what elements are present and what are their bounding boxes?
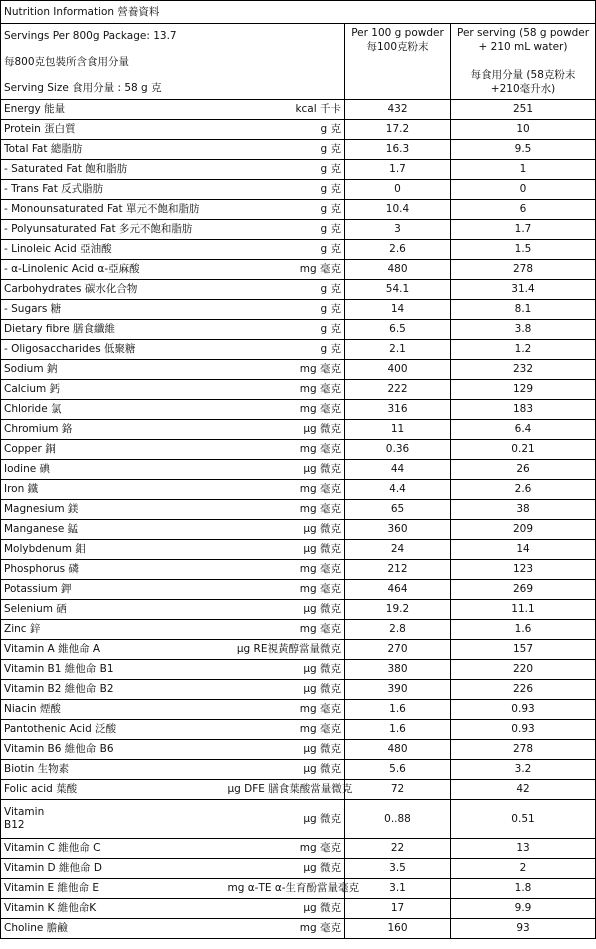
value-per-serving: 0.51 <box>451 800 596 839</box>
table-row <box>1 200 596 220</box>
nutrient-name: Iron 鐵 <box>1 480 225 500</box>
value-per-serving: 42 <box>451 780 596 800</box>
value-per-100g: 400 <box>345 360 451 380</box>
table-row <box>1 680 596 700</box>
servings-per-package-zh: 每800克包裝所含食用分量 <box>4 56 130 68</box>
value-per-100g: 2.8 <box>345 620 451 640</box>
value-per-serving: 14 <box>451 540 596 560</box>
table-row <box>1 360 596 380</box>
table-row <box>1 560 596 580</box>
nutrient-unit: μg 微克 <box>225 540 345 560</box>
nutrient-unit: mg 毫克 <box>225 380 345 400</box>
value-per-100g: 2.1 <box>345 340 451 360</box>
value-per-100g: 432 <box>345 100 451 120</box>
table-row <box>1 300 596 320</box>
nutrient-name: Dietary fibre 膳食纖維 <box>1 320 225 340</box>
nutrient-unit: kcal 千卡 <box>225 100 345 120</box>
value-per-serving: 1.2 <box>451 340 596 360</box>
nutrient-name: Chloride 氯 <box>1 400 225 420</box>
nutrient-unit: mg 毫克 <box>225 620 345 640</box>
nutrient-name: Phosphorus 磷 <box>1 560 225 580</box>
nutrient-unit: mg α-TE α-生育酚當量毫克 <box>225 879 345 899</box>
col-per-100g-label-en: Per 100 g powder <box>351 27 444 39</box>
nutrient-name: Zinc 鋅 <box>1 620 225 640</box>
col-per-serving-label-zh-2: +210毫升水) <box>490 83 556 95</box>
nutrient-unit: μg 微克 <box>225 800 345 839</box>
nutrient-name: Vitamin B1 維他命 B1 <box>1 660 225 680</box>
value-per-100g: 16.3 <box>345 140 451 160</box>
nutrient-unit: μg 微克 <box>225 680 345 700</box>
value-per-100g: 65 <box>345 500 451 520</box>
value-per-serving: 1 <box>451 160 596 180</box>
nutrient-unit: μg 微克 <box>225 600 345 620</box>
table-row <box>1 600 596 620</box>
nutrient-unit: μg 微克 <box>225 660 345 680</box>
table-title: Nutrition Information 營養資料 <box>1 1 596 24</box>
value-per-serving: 9.5 <box>451 140 596 160</box>
nutrient-unit: μg 微克 <box>225 859 345 879</box>
table-row <box>1 400 596 420</box>
table-row <box>1 620 596 640</box>
table-row <box>1 839 596 859</box>
value-per-serving: 2.6 <box>451 480 596 500</box>
value-per-serving: 9.9 <box>451 899 596 919</box>
value-per-serving: 6 <box>451 200 596 220</box>
table-row <box>1 180 596 200</box>
value-per-serving: 1.7 <box>451 220 596 240</box>
value-per-100g: 3.1 <box>345 879 451 899</box>
table-row <box>1 260 596 280</box>
nutrient-unit: mg 毫克 <box>225 720 345 740</box>
value-per-100g: 0 <box>345 180 451 200</box>
nutrient-name: - α-Linolenic Acid α-亞麻酸 <box>1 260 225 280</box>
value-per-100g: 390 <box>345 680 451 700</box>
value-per-serving: 3.2 <box>451 760 596 780</box>
nutrient-name: - Saturated Fat 飽和脂肪 <box>1 160 225 180</box>
nutrient-name: Sodium 鈉 <box>1 360 225 380</box>
nutrient-unit: μg RE視黃醇當量微克 <box>225 640 345 660</box>
nutrient-name: Manganese 錳 <box>1 520 225 540</box>
value-per-100g: 3.5 <box>345 859 451 879</box>
nutrient-unit: g 克 <box>225 220 345 240</box>
serving-info <box>1 24 345 100</box>
value-per-serving: 226 <box>451 680 596 700</box>
nutrient-name: Calcium 鈣 <box>1 380 225 400</box>
nutrient-name: Chromium 鉻 <box>1 420 225 440</box>
table-row <box>1 500 596 520</box>
value-per-100g: 54.1 <box>345 280 451 300</box>
table-row <box>1 160 596 180</box>
nutrient-unit: μg 微克 <box>225 520 345 540</box>
table-row <box>1 480 596 500</box>
value-per-100g: 464 <box>345 580 451 600</box>
table-row <box>1 340 596 360</box>
nutrient-name: - Trans Fat 反式脂肪 <box>1 180 225 200</box>
nutrient-name: Vitamin K 維他命K <box>1 899 225 919</box>
nutrient-unit: mg 毫克 <box>225 440 345 460</box>
table-row <box>1 720 596 740</box>
nutrient-name: Carbohydrates 碳水化合物 <box>1 280 225 300</box>
table-row <box>1 660 596 680</box>
value-per-serving: 0 <box>451 180 596 200</box>
col-per-serving-label-en-1: Per serving (58 g powder <box>456 27 590 39</box>
value-per-100g: 0..88 <box>345 800 451 839</box>
value-per-serving: 129 <box>451 380 596 400</box>
value-per-serving: 1.6 <box>451 620 596 640</box>
col-per-serving-label-en-2: + 210 mL water) <box>478 41 568 53</box>
nutrient-unit: mg 毫克 <box>225 560 345 580</box>
table-row <box>1 640 596 660</box>
value-per-100g: 2.6 <box>345 240 451 260</box>
nutrient-name: - Monounsaturated Fat 單元不飽和脂肪 <box>1 200 225 220</box>
title-row <box>1 1 596 24</box>
nutrient-name: Protein 蛋白質 <box>1 120 225 140</box>
value-per-100g: 44 <box>345 460 451 480</box>
table-row <box>1 700 596 720</box>
nutrient-unit: g 克 <box>225 140 345 160</box>
value-per-100g: 1.6 <box>345 720 451 740</box>
nutrient-unit: g 克 <box>225 320 345 340</box>
nutrient-unit: mg 毫克 <box>225 400 345 420</box>
nutrient-unit: g 克 <box>225 340 345 360</box>
col-per-100g-header <box>345 24 451 100</box>
nutrient-unit: g 克 <box>225 120 345 140</box>
nutrient-unit: μg 微克 <box>225 460 345 480</box>
header-row <box>1 24 596 100</box>
nutrient-name: Molybdenum 鉬 <box>1 540 225 560</box>
nutrient-name: Energy 能量 <box>1 100 225 120</box>
value-per-serving: 183 <box>451 400 596 420</box>
value-per-100g: 72 <box>345 780 451 800</box>
nutrient-unit: μg 微克 <box>225 420 345 440</box>
table-row <box>1 460 596 480</box>
nutrient-unit: μg 微克 <box>225 899 345 919</box>
nutrient-name: - Polyunsaturated Fat 多元不飽和脂肪 <box>1 220 225 240</box>
nutrient-name: Niacin 煙酸 <box>1 700 225 720</box>
value-per-serving: 2 <box>451 859 596 879</box>
value-per-serving: 11.1 <box>451 600 596 620</box>
nutrient-unit: g 克 <box>225 240 345 260</box>
value-per-100g: 1.6 <box>345 700 451 720</box>
value-per-100g: 0.36 <box>345 440 451 460</box>
nutrient-name: Vitamin B2 維他命 B2 <box>1 680 225 700</box>
nutrient-unit: μg 微克 <box>225 740 345 760</box>
value-per-100g: 380 <box>345 660 451 680</box>
servings-per-package: Servings Per 800g Package: 13.7 <box>4 30 177 42</box>
value-per-serving: 220 <box>451 660 596 680</box>
value-per-serving: 1.8 <box>451 879 596 899</box>
value-per-100g: 480 <box>345 260 451 280</box>
nutrient-name: Biotin 生物素 <box>1 760 225 780</box>
value-per-serving: 278 <box>451 260 596 280</box>
value-per-serving: 8.1 <box>451 300 596 320</box>
nutrient-unit: μg 微克 <box>225 760 345 780</box>
table-row <box>1 760 596 780</box>
value-per-serving: 6.4 <box>451 420 596 440</box>
value-per-serving: 123 <box>451 560 596 580</box>
value-per-serving: 0.93 <box>451 700 596 720</box>
nutrient-unit: μg DFE 膳食葉酸當量微克 <box>225 780 345 800</box>
value-per-serving: 38 <box>451 500 596 520</box>
nutrient-name: Vitamin D 維他命 D <box>1 859 225 879</box>
value-per-100g: 5.6 <box>345 760 451 780</box>
table-row <box>1 740 596 760</box>
value-per-100g: 17.2 <box>345 120 451 140</box>
nutrient-name <box>1 800 225 839</box>
nutrient-name: Potassium 鉀 <box>1 580 225 600</box>
value-per-100g: 19.2 <box>345 600 451 620</box>
nutrient-name: Magnesium 鎂 <box>1 500 225 520</box>
nutrient-unit: g 克 <box>225 200 345 220</box>
value-per-serving: 31.4 <box>451 280 596 300</box>
nutrient-name: Vitamin B6 維他命 B6 <box>1 740 225 760</box>
nutrient-name: Vitamin E 維他命 E <box>1 879 225 899</box>
value-per-100g: 360 <box>345 520 451 540</box>
table-row <box>1 899 596 919</box>
value-per-100g: 160 <box>345 919 451 939</box>
value-per-100g: 222 <box>345 380 451 400</box>
value-per-serving: 1.5 <box>451 240 596 260</box>
col-per-serving-label-zh-1: 每食用分量 (58克粉末 <box>470 69 576 81</box>
nutrient-name: Folic acid 葉酸 <box>1 780 225 800</box>
nutrient-name: Copper 銅 <box>1 440 225 460</box>
nutrient-name: - Linoleic Acid 亞油酸 <box>1 240 225 260</box>
value-per-100g: 22 <box>345 839 451 859</box>
table-row <box>1 780 596 800</box>
nutrient-name: Total Fat 總脂肪 <box>1 140 225 160</box>
table-row <box>1 100 596 120</box>
table-row <box>1 540 596 560</box>
nutrient-unit: mg 毫克 <box>225 360 345 380</box>
table-row <box>1 380 596 400</box>
value-per-100g: 14 <box>345 300 451 320</box>
nutrient-name: Pantothenic Acid 泛酸 <box>1 720 225 740</box>
nutrient-unit: mg 毫克 <box>225 480 345 500</box>
nutrient-unit: g 克 <box>225 160 345 180</box>
value-per-serving: 0.21 <box>451 440 596 460</box>
value-per-serving: 232 <box>451 360 596 380</box>
nutrient-unit: mg 毫克 <box>225 839 345 859</box>
value-per-100g: 11 <box>345 420 451 440</box>
value-per-serving: 13 <box>451 839 596 859</box>
nutrient-name: - Sugars 糖 <box>1 300 225 320</box>
table-row <box>1 240 596 260</box>
table-row <box>1 140 596 160</box>
value-per-serving: 26 <box>451 460 596 480</box>
value-per-100g: 270 <box>345 640 451 660</box>
value-per-serving: 3.8 <box>451 320 596 340</box>
nutrient-unit: g 克 <box>225 280 345 300</box>
value-per-100g: 480 <box>345 740 451 760</box>
value-per-serving: 269 <box>451 580 596 600</box>
nutrient-name: Choline 膽鹼 <box>1 919 225 939</box>
table-row <box>1 120 596 140</box>
nutrient-unit: mg 毫克 <box>225 919 345 939</box>
nutrient-unit: mg 毫克 <box>225 260 345 280</box>
table-row <box>1 220 596 240</box>
nutrient-name-text: Vitamin B12 <box>4 806 45 831</box>
nutrient-name: Iodine 碘 <box>1 460 225 480</box>
value-per-serving: 0.93 <box>451 720 596 740</box>
value-per-100g: 212 <box>345 560 451 580</box>
table-row <box>1 280 596 300</box>
value-per-100g: 316 <box>345 400 451 420</box>
nutrient-unit: mg 毫克 <box>225 500 345 520</box>
value-per-100g: 1.7 <box>345 160 451 180</box>
value-per-serving: 93 <box>451 919 596 939</box>
value-per-serving: 278 <box>451 740 596 760</box>
value-per-100g: 24 <box>345 540 451 560</box>
value-per-100g: 17 <box>345 899 451 919</box>
nutrient-unit: mg 毫克 <box>225 700 345 720</box>
nutrient-name: Vitamin A 維他命 A <box>1 640 225 660</box>
nutrient-unit: g 克 <box>225 180 345 200</box>
value-per-100g: 6.5 <box>345 320 451 340</box>
value-per-serving: 10 <box>451 120 596 140</box>
value-per-serving: 157 <box>451 640 596 660</box>
table-row <box>1 800 596 839</box>
col-per-100g-label-zh: 每100克粉末 <box>366 41 429 53</box>
serving-size: Serving Size 食用分量 : 58 g 克 <box>4 82 162 94</box>
table-row <box>1 919 596 939</box>
table-row <box>1 320 596 340</box>
value-per-100g: 10.4 <box>345 200 451 220</box>
col-per-serving-header <box>451 24 596 100</box>
nutrient-name: Vitamin C 維他命 C <box>1 839 225 859</box>
nutrient-name: - Oligosaccharides 低聚糖 <box>1 340 225 360</box>
table-row <box>1 440 596 460</box>
table-row <box>1 859 596 879</box>
value-per-serving: 209 <box>451 520 596 540</box>
value-per-100g: 3 <box>345 220 451 240</box>
table-row <box>1 879 596 899</box>
table-row <box>1 520 596 540</box>
value-per-100g: 4.4 <box>345 480 451 500</box>
nutrient-unit: g 克 <box>225 300 345 320</box>
value-per-serving: 251 <box>451 100 596 120</box>
table-row <box>1 420 596 440</box>
table-row <box>1 580 596 600</box>
nutrient-name: Selenium 硒 <box>1 600 225 620</box>
nutrient-unit: mg 毫克 <box>225 580 345 600</box>
